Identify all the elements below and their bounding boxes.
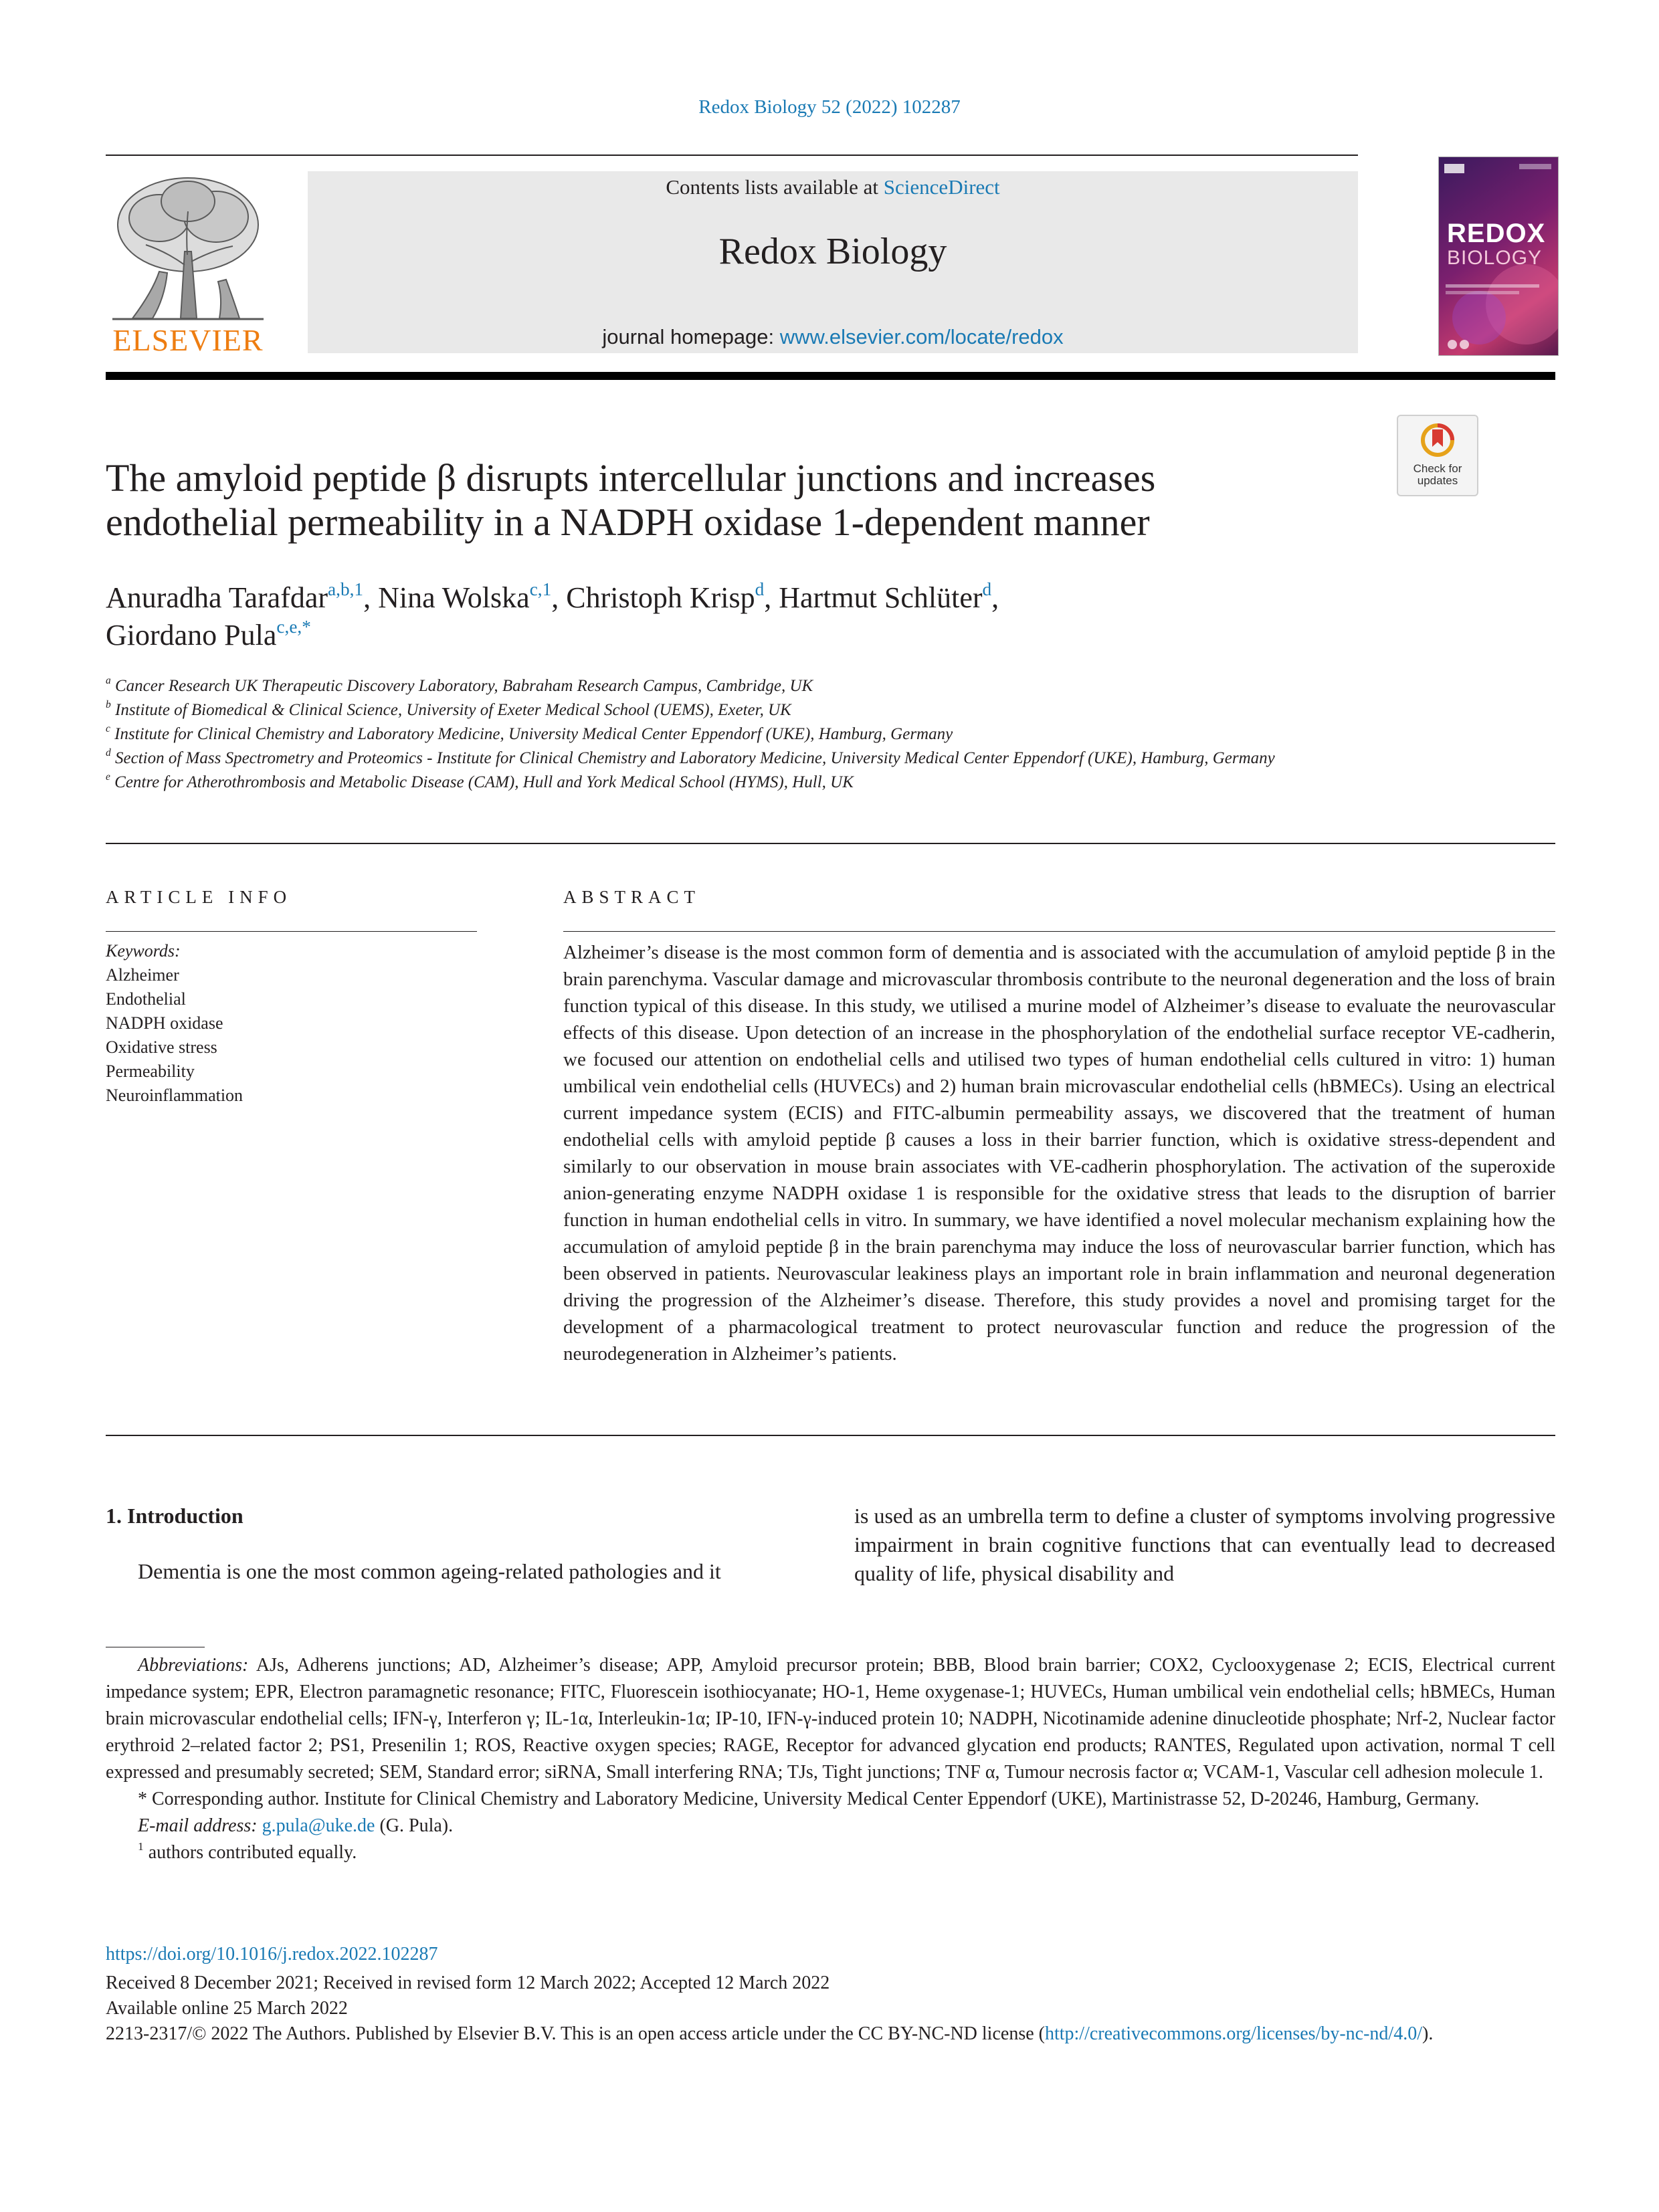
introduction-column-1: Dementia is one the most common ageing-related pathologies and it [138, 1559, 721, 1583]
license-prefix: 2213-2317/© 2022 The Authors. Published by Elsevier B.V. This is an open access article under the CC BY-NC-ND license ( [106, 2023, 1045, 2044]
article-info-heading: ARTICLE INFO [106, 887, 292, 907]
author-affiliation-marker[interactable]: a,b,1 [328, 579, 364, 600]
license-statement [106, 2021, 1555, 2047]
affiliation-key: d [106, 746, 111, 759]
abstract-heading: ABSTRACT [563, 887, 701, 907]
author-separator: , [991, 581, 999, 614]
author-affiliation-marker[interactable]: d [755, 579, 765, 600]
journal-citation[interactable]: Redox Biology 52 (2022) 102287 [698, 96, 961, 118]
keyword-item[interactable]: Oxidative stress [106, 1037, 217, 1057]
available-online: Available online 25 March 2022 [106, 1998, 348, 2019]
doi-link[interactable]: https://doi.org/10.1016/j.redox.2022.102287 [106, 1944, 438, 1965]
keyword-item[interactable]: Neuroinflammation [106, 1086, 243, 1105]
author-name[interactable]: Christoph Krisp [566, 581, 755, 614]
author-name[interactable]: Hartmut Schlüter [779, 581, 983, 614]
check-for-updates-button[interactable] [1397, 415, 1478, 496]
abstract-divider [563, 931, 1555, 932]
author-name[interactable]: Anuradha Tarafdar [106, 581, 328, 614]
article-title [106, 456, 1310, 544]
affiliation-key: e [106, 771, 110, 783]
journal-homepage [308, 325, 1358, 349]
email-label: E-mail address: [138, 1815, 258, 1836]
affiliation-item [106, 698, 1357, 722]
elsevier-tree-icon [106, 171, 270, 324]
homepage-link[interactable]: www.elsevier.com/locate/redox [779, 325, 1064, 348]
elsevier-logo[interactable] [106, 171, 270, 359]
cover-subtitle: BIOLOGY [1447, 247, 1543, 269]
author-separator: , [363, 581, 379, 614]
equal-contribution-footnote [106, 1839, 1555, 1866]
author-affiliation-marker[interactable]: c,1 [529, 579, 552, 600]
article-title-line-2: endothelial permeability in a NADPH oxidase 1-dependent manner [106, 500, 1150, 544]
author-separator: , [764, 581, 779, 614]
sciencedirect-link[interactable]: ScienceDirect [883, 175, 1000, 199]
affiliation-text: Institute for Clinical Chemistry and Laboratory Medicine, University Medical Center Eppendorf (UKE), Hamburg, Germany [114, 725, 953, 743]
license-suffix: ). [1422, 2023, 1434, 2044]
affiliation-text: Section of Mass Spectrometry and Proteomics - Institute for Clinical Chemistry and Laboratory Medicine, University Medical Center Eppendorf (UKE), Hamburg, Germany [115, 749, 1275, 767]
contents-prefix: Contents lists available at [666, 175, 884, 199]
author-separator: , [551, 581, 567, 614]
journal-name: Redox Biology [718, 231, 947, 272]
received-dates: Received 8 December 2021; Received in revised form 12 March 2022; Accepted 12 March 2022 [106, 1973, 830, 1993]
affiliation-divider [106, 843, 1555, 844]
header-divider [106, 155, 1358, 156]
elsevier-wordmark: ELSEVIER [112, 323, 264, 357]
abbreviations-footnote [106, 1652, 1555, 1786]
affiliation-key: c [106, 722, 110, 734]
email-footnote [106, 1813, 1555, 1839]
affiliation-text: Centre for Atherothrombosis and Metabolic Disease (CAM), Hull and York Medical School (HYMS), Hull, UK [114, 773, 854, 791]
article-info-divider [106, 931, 477, 932]
affiliation-text: Institute of Biomedical & Clinical Science, University of Exeter Medical School (UEMS), Exeter, UK [115, 701, 791, 719]
license-link[interactable]: http://creativecommons.org/licenses/by-nc-nd/4.0/ [1044, 2023, 1422, 2044]
article-title-line-1: The amyloid peptide β disrupts intercellular junctions and increases [106, 456, 1156, 500]
affiliation-item [106, 674, 1357, 698]
homepage-prefix: journal homepage: [602, 325, 780, 348]
cover-title: REDOX [1447, 219, 1546, 248]
keyword-item[interactable]: Alzheimer [106, 965, 179, 985]
check-updates-label: Check for updates [1413, 462, 1462, 487]
affiliation-key: a [106, 674, 111, 686]
author-list [106, 579, 1444, 654]
affiliation-text: Cancer Research UK Therapeutic Discovery Laboratory, Babraham Research Campus, Cambridge, UK [115, 677, 813, 695]
keyword-item[interactable]: NADPH oxidase [106, 1013, 223, 1033]
keyword-item[interactable]: Permeability [106, 1062, 195, 1081]
abstract-bottom-divider [106, 1435, 1555, 1436]
affiliation-item [106, 746, 1357, 771]
keywords-label: Keywords: [106, 941, 181, 961]
introduction-heading: 1. Introduction [106, 1504, 243, 1528]
author-affiliation-marker[interactable]: c,e,* [276, 617, 311, 637]
affiliation-item [106, 771, 1357, 795]
affiliation-item [106, 722, 1357, 746]
contents-availability [308, 175, 1358, 199]
keyword-item[interactable]: Endothelial [106, 989, 186, 1009]
journal-cover-image[interactable] [1438, 157, 1559, 356]
check-updates-icon [1421, 421, 1454, 462]
author-name[interactable]: Nina Wolska [378, 581, 530, 614]
equal-contribution-text: authors contributed equally. [143, 1842, 357, 1863]
equal-contribution-marker: 1 [138, 1839, 144, 1853]
email-link[interactable]: g.pula@uke.de [262, 1815, 375, 1836]
abbreviations-label: Abbreviations: [138, 1655, 249, 1676]
keywords-list [106, 939, 477, 1108]
publication-history [106, 1971, 1555, 2047]
header-thick-rule [106, 372, 1555, 380]
email-suffix: (G. Pula). [375, 1815, 454, 1836]
footnotes [106, 1652, 1555, 1866]
journal-masthead [308, 171, 1358, 353]
author-name[interactable]: Giordano Pula [106, 619, 277, 651]
author-affiliation-marker[interactable]: d [982, 579, 992, 600]
corresponding-author-footnote: * Corresponding author. Institute for Clinical Chemistry and Laboratory Medicine, University Medical Center Eppendorf (UKE), Martinistrasse 52, D-20246, Hamburg, Germany. [138, 1789, 1480, 1809]
abstract-text: Alzheimer’s disease is the most common form of dementia and is associated with the accumulation of amyloid peptide β in the brain parenchyma. Vascular damage and microvascular thrombosis contribute to the neuronal degeneration and the loss of brain function typical of this disease. In this study, we utilised a murine model of Alzheimer’s disease to evaluate the neurovascular effects of this disease. Upon detection of an increase in the phosphorylation of the endothelial surface receptor VE-cadherin, we focused our attention on endothelial cells and utilised two types of human endothelial cells cultured in vitro: 1) human umbilical vein endothelial cells (HUVECs) and 2) human brain microvascular endothelial cells (hBMECs). Using an electrical current impedance system (ECIS) and FITC-albumin permeability assays, we discovered that the treatment of human endothelial cells with amyloid peptide β causes a loss in their barrier function, which is oxidative stress-dependent and similarly to our observation in mouse brain associates with VE-cadherin phosphorylation. The activation of the superoxide anion-generating enzyme NADPH oxidase 1 is responsible for the oxidative stress that leads to the disruption of barrier function in human endothelial cells in vitro. In summary, we have identified a novel molecular mechanism explaining how the accumulation of amyloid peptide β in the brain parenchyma may induce the loss of neurovascular barrier function, which has been observed in patients. Neurovascular leakiness plays an important role in brain inflammation and neuronal degeneration driving the progression of the Alzheimer’s disease. Therefore, this study provides a novel and promising target for the development of a pharmacological treatment to protect neurovascular function and reduce the progression of the neurodegeneration in Alzheimer’s patients. [563, 942, 1555, 1365]
introduction-column-2: is used as an umbrella term to define a cluster of symptoms involving progressive impairment in brain cognitive functions that can eventually lead to decreased quality of life, physical disability and [854, 1504, 1555, 1585]
affiliation-key: b [106, 698, 111, 710]
abbreviations-text: AJs, Adherens junctions; AD, Alzheimer’s disease; APP, Amyloid precursor protein; BBB, Blood brain barrier; COX2, Cyclooxygenase 2; ECIS, Electrical current impedance system; EPR, Electron paramagnetic resonance; FITC, Fluorescein isothiocyanate; HO-1, Heme oxygenase-1; HUVECs, Human umbilical vein endothelial cells; hBMECs, Human brain microvascular endothelial cells; IFN-γ, Interferon γ; IL-1α, Interleukin-1α; IP-10, IFN-γ-induced protein 10; NADPH, Nicotinamide adenine dinucleotide phosphate; Nrf-2, Nuclear factor erythroid 2–related factor 2; PS1, Presenilin 1; ROS, Reactive oxygen species; RAGE, Receptor for advanced glycation end products; RANTES, Regulated upon activation, normal T cell expressed and presumably secreted; SEM, Standard error; siRNA, Small interfering RNA; TJs, Tight junctions; TNF α, Tumour necrosis factor α; VCAM-1, Vascular cell adhesion molecule 1. [106, 1655, 1555, 1783]
affiliation-list [106, 674, 1357, 795]
